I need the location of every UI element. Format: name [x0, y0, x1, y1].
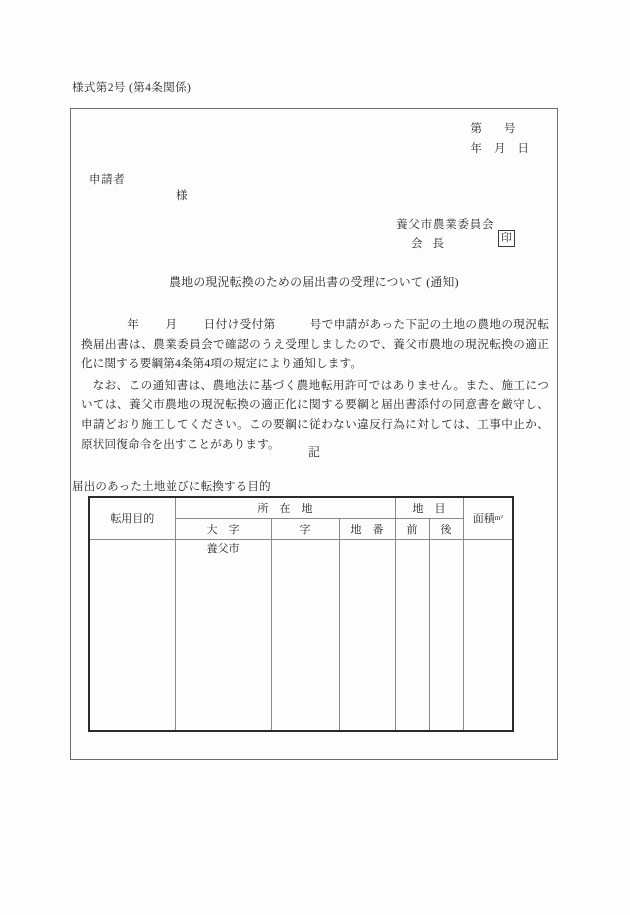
- issuer-organization: 養父市農業委員会: [396, 219, 495, 231]
- land-conversion-table: [88, 496, 514, 732]
- notice-body-text-1: 号で申請があった下記の土地の農地の現況転換届出書は、農業委員会で確認のうえ受理しましたので、養父市農地の現況転換の適正化に関する要綱第4条第4項の規定により通知します。: [81, 318, 549, 371]
- header-area-unit: m²: [494, 513, 503, 523]
- table-header-row-1: [89, 497, 513, 518]
- document-meta-block: [471, 119, 530, 159]
- header-area: [463, 497, 513, 539]
- document-number-label: 第: [470, 123, 482, 135]
- document-body: [81, 315, 549, 456]
- body-paragraph-1: [81, 315, 549, 374]
- header-area-label: 面積: [472, 513, 495, 526]
- header-category-after: 後: [429, 518, 463, 539]
- issuer-role-second: 長: [432, 238, 444, 250]
- header-location-group: 所 在 地: [175, 497, 395, 518]
- cell-oaza[interactable]: 養父市: [175, 539, 271, 731]
- header-category-before: 前: [395, 518, 429, 539]
- table-caption: 届出のあった土地並びに転換する目的: [72, 481, 271, 493]
- header-location-aza: 字: [271, 518, 339, 539]
- cell-purpose[interactable]: [89, 539, 175, 731]
- document-number-line: [471, 119, 530, 139]
- applicant-label: 申請者: [89, 174, 126, 186]
- notice-month-blank: 月: [165, 318, 178, 331]
- header-location-chiban: 地 番: [339, 518, 395, 539]
- body-paragraph-2: なお、この通知書は、農地法に基づく農地転用許可ではありません。また、施工については、養父市農地の現況転換の適正化に関する要綱と届出書添付の同意書を厳守し、申請どおり施工してください。この要綱に従わない違反行為に対しては、工事中止か、原状回復命令を出すことがあります。: [81, 378, 549, 451]
- cell-chiban[interactable]: [339, 539, 395, 731]
- document-subject-title: 農地の現況転換のための届出書の受理について (通知): [169, 275, 459, 289]
- document-number-suffix: 号: [504, 123, 516, 135]
- table-row: [89, 539, 513, 731]
- document-date-line: [471, 139, 530, 159]
- cell-aza[interactable]: [271, 539, 339, 731]
- issuer-role: [411, 235, 444, 251]
- applicant-honorific: 様: [176, 190, 188, 202]
- cell-area[interactable]: [463, 539, 513, 731]
- date-year-label: 年: [470, 143, 482, 155]
- date-month-label: 月: [494, 143, 506, 155]
- header-location-oaza: 大 字: [175, 518, 271, 539]
- header-purpose: 転用目的: [89, 497, 175, 539]
- notice-year-blank: 年: [127, 318, 140, 331]
- notice-receipt-label: 日付け受付第: [203, 318, 276, 331]
- header-category-group: 地 目: [395, 497, 463, 518]
- kiji-marker: 記: [308, 445, 320, 459]
- cell-category-after[interactable]: [429, 539, 463, 731]
- issuer-role-first: 会: [411, 238, 423, 250]
- cell-category-before[interactable]: [395, 539, 429, 731]
- form-code-label: 様式第2号 (第4条関係): [72, 82, 192, 94]
- seal-stamp-box: 印: [498, 230, 515, 247]
- date-day-label: 日: [517, 143, 529, 155]
